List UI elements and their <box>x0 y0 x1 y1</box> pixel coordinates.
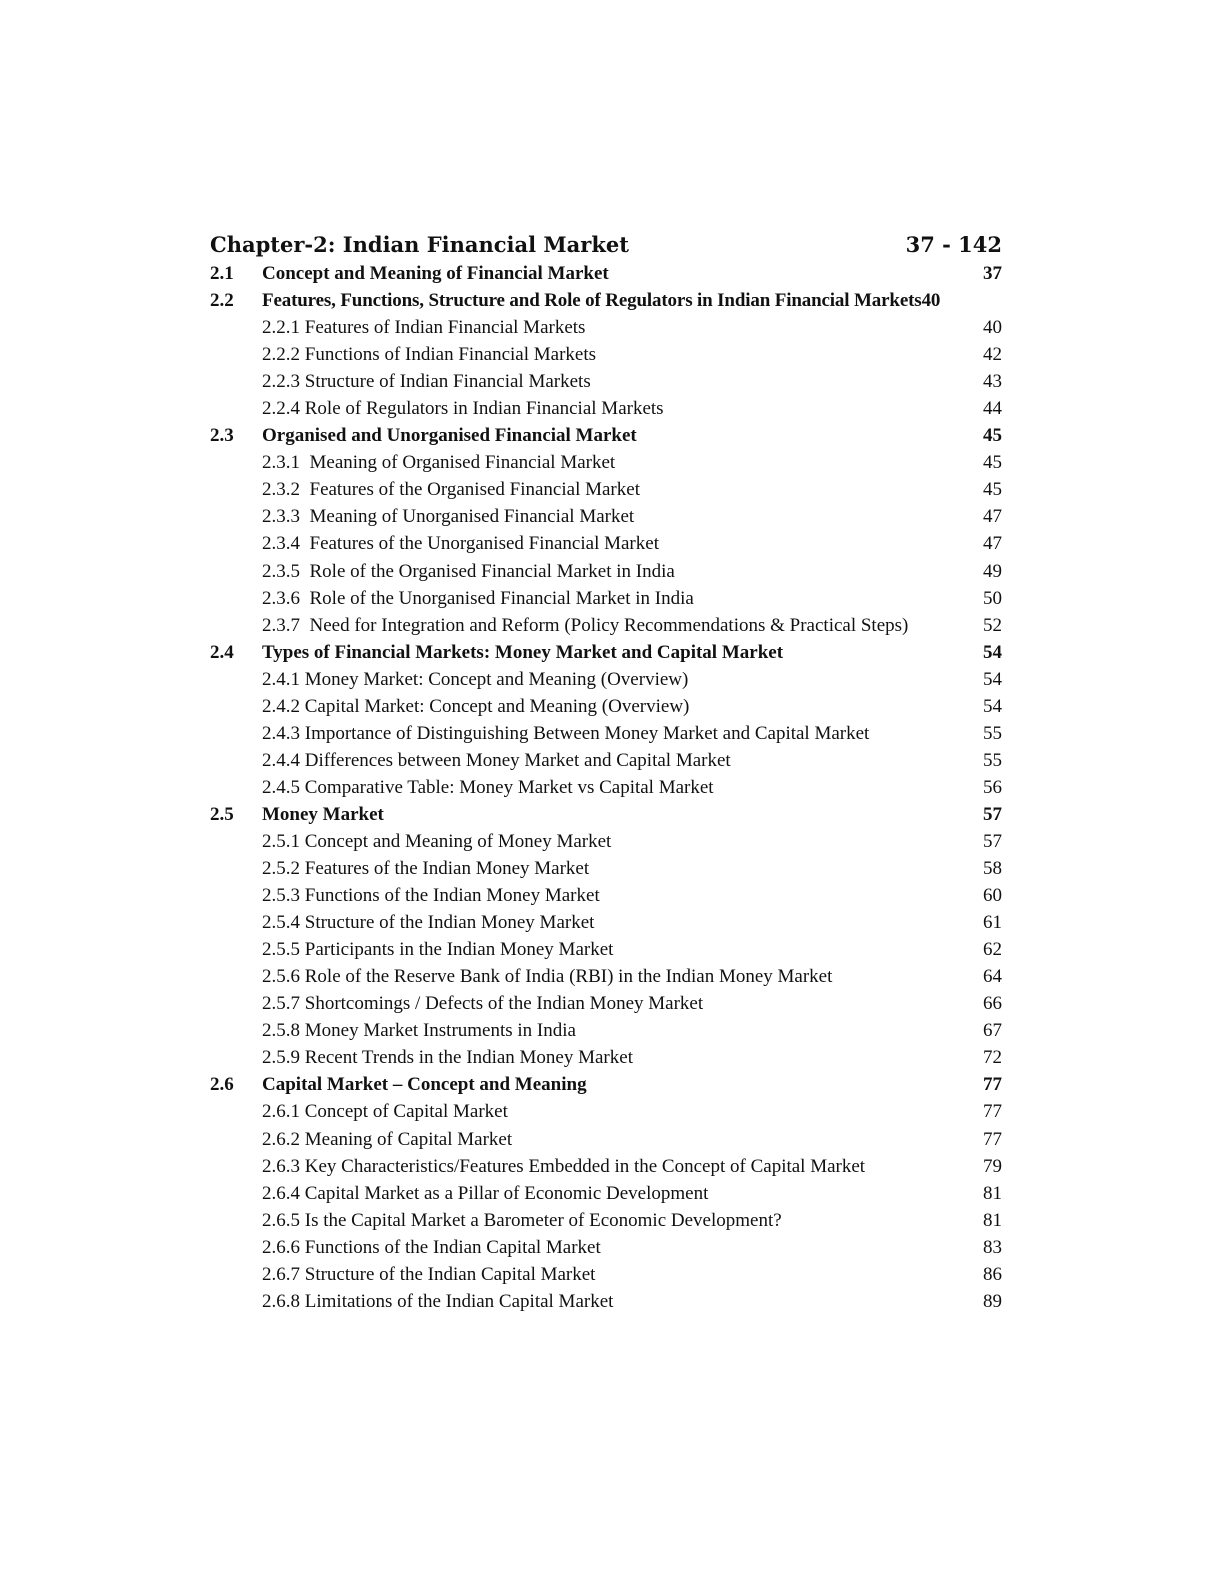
subsection-page: 55 <box>983 749 1002 771</box>
subsection-title: 2.4.3 Importance of Distinguishing Between Money Market and Capital Market <box>262 722 870 744</box>
toc-subsection-row <box>210 368 1002 395</box>
subsection-title: 2.5.4 Structure of the Indian Money Market <box>262 912 595 934</box>
section-title: Capital Market – Concept and Meaning <box>262 1074 587 1096</box>
toc-subsection-row <box>210 1044 1002 1071</box>
section-title: Money Market <box>262 803 384 825</box>
section-page: 37 <box>983 263 1002 284</box>
chapter-title: Chapter-2: Indian Financial Market <box>210 232 629 257</box>
section-page: 54 <box>983 641 1002 663</box>
subsection-page: 61 <box>983 912 1002 934</box>
subsection-page: 81 <box>983 1182 1002 1204</box>
subsection-page: 86 <box>983 1263 1002 1285</box>
subsection-page: 43 <box>983 371 1002 393</box>
subsection-page: 47 <box>983 506 1002 528</box>
subsection-page: 54 <box>983 668 1002 690</box>
subsection-page: 47 <box>983 533 1002 555</box>
toc-subsection-row <box>210 1288 1002 1315</box>
subsection-page: 50 <box>983 587 1002 609</box>
toc-subsection-row <box>210 666 1002 693</box>
subsection-title: 2.5.6 Role of the Reserve Bank of India (RBI) in the Indian Money Market <box>262 966 833 988</box>
subsection-title: 2.6.4 Capital Market as a Pillar of Economic Development <box>262 1182 709 1204</box>
subsection-title: 2.4.2 Capital Market: Concept and Meaning (Overview) <box>262 695 690 717</box>
subsection-title: 2.4.5 Comparative Table: Money Market vs Capital Market <box>262 776 714 798</box>
subsection-title: 2.6.5 Is the Capital Market a Barometer of Economic Development? <box>262 1209 782 1231</box>
toc-section-row <box>210 801 1002 828</box>
toc-subsection-row <box>210 990 1002 1017</box>
toc-subsection-row <box>210 585 1002 612</box>
subsection-title: 2.2.3 Structure of Indian Financial Markets <box>262 371 591 393</box>
toc-subsection-row <box>210 774 1002 801</box>
subsection-title: 2.5.8 Money Market Instruments in India <box>262 1020 576 1042</box>
subsection-page: 55 <box>983 722 1002 744</box>
toc-subsection-row <box>210 341 1002 368</box>
subsection-title: 2.5.7 Shortcomings / Defects of the Indian Money Market <box>262 993 704 1015</box>
subsection-page: 89 <box>983 1290 1002 1312</box>
subsection-title: 2.4.1 Money Market: Concept and Meaning (Overview) <box>262 668 689 690</box>
subsection-title: 2.6.1 Concept of Capital Market <box>262 1101 508 1123</box>
subsection-page: 58 <box>983 858 1002 880</box>
section-title-line <box>262 287 940 314</box>
toc-subsection-row <box>210 449 1002 476</box>
subsection-title: 2.4.4 Differences between Money Market and Capital Market <box>262 749 731 771</box>
subsection-page: 77 <box>983 1128 1002 1150</box>
subsection-page: 45 <box>983 479 1002 501</box>
subsection-title: 2.6.8 Limitations of the Indian Capital Market <box>262 1290 614 1312</box>
toc-subsection-row <box>210 963 1002 990</box>
subsection-page: 44 <box>983 398 1002 420</box>
toc-subsection-row <box>210 395 1002 422</box>
section-number: 2.2 <box>210 290 234 312</box>
section-page: 45 <box>983 425 1002 447</box>
subsection-title: 2.6.2 Meaning of Capital Market <box>262 1128 513 1150</box>
toc-section-row <box>210 287 1002 314</box>
subsection-title: 2.5.2 Features of the Indian Money Market <box>262 858 590 880</box>
toc-subsection-row <box>210 1234 1002 1261</box>
section-title: Features, Functions, Structure and Role of Regulators in Indian Financial Markets <box>262 290 922 312</box>
table-of-contents <box>210 230 1002 1315</box>
subsection-page: 64 <box>983 966 1002 988</box>
subsection-page: 60 <box>983 885 1002 907</box>
subsection-title: 2.6.3 Key Characteristics/Features Embedded in the Concept of Capital Market <box>262 1155 866 1177</box>
section-number: 2.6 <box>210 1074 234 1096</box>
toc-entries <box>210 260 1002 1315</box>
subsection-page: 79 <box>983 1155 1002 1177</box>
subsection-title: 2.3.7 Need for Integration and Reform (Policy Recommendations & Practical Steps) <box>262 614 909 636</box>
subsection-page: 49 <box>983 560 1002 582</box>
toc-subsection-row <box>210 1098 1002 1125</box>
subsection-page: 42 <box>983 344 1002 366</box>
subsection-page: 54 <box>983 695 1002 717</box>
toc-section-row <box>210 1071 1002 1098</box>
subsection-title: 2.3.5 Role of the Organised Financial Market in India <box>262 560 675 582</box>
toc-section-row <box>210 639 1002 666</box>
toc-subsection-row <box>210 1180 1002 1207</box>
toc-subsection-row <box>210 558 1002 585</box>
subsection-title: 2.5.1 Concept and Meaning of Money Market <box>262 830 612 852</box>
subsection-title: 2.6.7 Structure of the Indian Capital Market <box>262 1263 596 1285</box>
toc-subsection-row <box>210 1126 1002 1153</box>
subsection-title: 2.3.3 Meaning of Unorganised Financial Market <box>262 506 635 528</box>
subsection-title: 2.3.2 Features of the Organised Financial Market <box>262 479 640 501</box>
chapter-page-range: 37 - 142 <box>905 232 1002 257</box>
toc-subsection-row <box>210 855 1002 882</box>
toc-subsection-row <box>210 747 1002 774</box>
subsection-title: 2.3.4 Features of the Unorganised Financial Market <box>262 533 659 555</box>
subsection-title: 2.2.1 Features of Indian Financial Markets <box>262 317 586 339</box>
section-title: Concept and Meaning of Financial Market <box>262 263 609 284</box>
toc-subsection-row <box>210 828 1002 855</box>
toc-subsection-row <box>210 503 1002 530</box>
toc-subsection-row <box>210 1261 1002 1288</box>
section-page: 40 <box>921 290 941 312</box>
subsection-page: 57 <box>983 830 1002 852</box>
subsection-page: 66 <box>983 993 1002 1015</box>
subsection-page: 72 <box>983 1047 1002 1069</box>
subsection-page: 52 <box>983 614 1002 636</box>
subsection-page: 56 <box>983 776 1002 798</box>
subsection-title: 2.5.3 Functions of the Indian Money Market <box>262 885 600 907</box>
toc-subsection-row <box>210 530 1002 557</box>
subsection-title: 2.6.6 Functions of the Indian Capital Market <box>262 1236 601 1258</box>
toc-subsection-row <box>210 720 1002 747</box>
section-page: 77 <box>983 1074 1002 1096</box>
section-page: 57 <box>983 803 1002 825</box>
toc-subsection-row <box>210 1017 1002 1044</box>
section-number: 2.5 <box>210 803 234 825</box>
toc-subsection-row <box>210 909 1002 936</box>
subsection-page: 67 <box>983 1020 1002 1042</box>
subsection-page: 45 <box>983 452 1002 474</box>
subsection-page: 83 <box>983 1236 1002 1258</box>
toc-section-row <box>210 260 1002 287</box>
subsection-title: 2.5.5 Participants in the Indian Money Market <box>262 939 614 961</box>
subsection-page: 62 <box>983 939 1002 961</box>
toc-subsection-row <box>210 612 1002 639</box>
subsection-title: 2.3.6 Role of the Unorganised Financial Market in India <box>262 587 694 609</box>
toc-subsection-row <box>210 693 1002 720</box>
section-title: Types of Financial Markets: Money Market and Capital Market <box>262 641 784 663</box>
subsection-page: 40 <box>983 317 1002 339</box>
section-number: 2.3 <box>210 425 234 447</box>
chapter-heading <box>210 230 1002 260</box>
toc-subsection-row <box>210 314 1002 341</box>
section-number: 2.1 <box>210 263 234 284</box>
toc-subsection-row <box>210 1153 1002 1180</box>
subsection-title: 2.2.2 Functions of Indian Financial Markets <box>262 344 597 366</box>
toc-subsection-row <box>210 882 1002 909</box>
toc-section-row <box>210 422 1002 449</box>
toc-subsection-row <box>210 476 1002 503</box>
subsection-page: 77 <box>983 1101 1002 1123</box>
section-title: Organised and Unorganised Financial Market <box>262 425 637 447</box>
toc-subsection-row <box>210 936 1002 963</box>
subsection-title: 2.3.1 Meaning of Organised Financial Market <box>262 452 616 474</box>
subsection-title: 2.5.9 Recent Trends in the Indian Money Market <box>262 1047 633 1069</box>
subsection-page: 81 <box>983 1209 1002 1231</box>
section-number: 2.4 <box>210 641 234 663</box>
subsection-title: 2.2.4 Role of Regulators in Indian Financial Markets <box>262 398 664 420</box>
toc-subsection-row <box>210 1207 1002 1234</box>
